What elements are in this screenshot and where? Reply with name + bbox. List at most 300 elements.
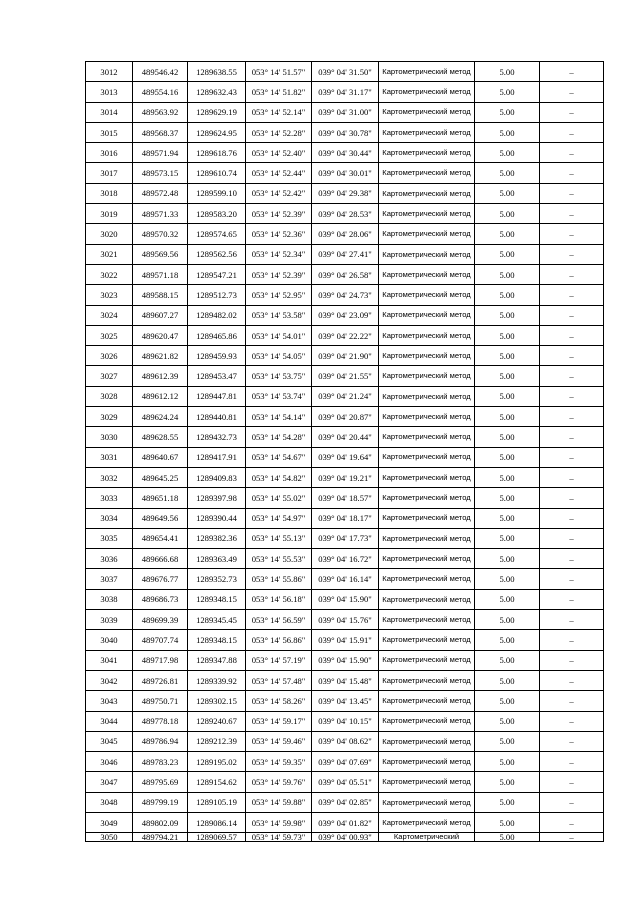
table-row xyxy=(86,488,604,508)
y-coordinate-cell: 1289599.10 xyxy=(188,183,246,203)
precision-cell: 5.00 xyxy=(475,752,540,772)
x-coordinate-cell: 489778.18 xyxy=(133,711,188,731)
y-coordinate-cell: 1289382.36 xyxy=(188,528,246,548)
x-coordinate-cell: 489624.24 xyxy=(133,407,188,427)
latitude-cell: 053° 14' 55.02" xyxy=(246,488,312,508)
precision-cell: 5.00 xyxy=(475,82,540,102)
longitude-cell: 039° 04' 15.76" xyxy=(312,610,379,630)
longitude-cell: 039° 04' 30.01" xyxy=(312,163,379,183)
point-number-cell: 3035 xyxy=(86,528,133,548)
y-coordinate-cell: 1289465.86 xyxy=(188,325,246,345)
x-coordinate-cell: 489588.15 xyxy=(133,285,188,305)
description-cell: – xyxy=(540,62,604,82)
method-cell: Картометрический метод xyxy=(379,508,475,528)
y-coordinate-cell: 1289302.15 xyxy=(188,691,246,711)
point-number-cell: 3014 xyxy=(86,102,133,122)
x-coordinate-cell: 489651.18 xyxy=(133,488,188,508)
point-number-cell: 3020 xyxy=(86,224,133,244)
x-coordinate-cell: 489612.39 xyxy=(133,366,188,386)
latitude-cell: 053° 14' 52.44" xyxy=(246,163,312,183)
latitude-cell: 053° 14' 52.95" xyxy=(246,285,312,305)
y-coordinate-cell: 1289352.73 xyxy=(188,569,246,589)
y-coordinate-cell: 1289624.95 xyxy=(188,122,246,142)
latitude-cell: 053° 14' 52.34" xyxy=(246,244,312,264)
y-coordinate-cell: 1289347.88 xyxy=(188,650,246,670)
method-cell: Картометрический метод xyxy=(379,386,475,406)
longitude-cell: 039° 04' 26.58" xyxy=(312,264,379,284)
y-coordinate-cell: 1289618.76 xyxy=(188,143,246,163)
latitude-cell: 053° 14' 54.82" xyxy=(246,467,312,487)
longitude-cell: 039° 04' 20.87" xyxy=(312,407,379,427)
point-number-cell: 3043 xyxy=(86,691,133,711)
precision-cell: 5.00 xyxy=(475,569,540,589)
table-row xyxy=(86,528,604,548)
y-coordinate-cell: 1289432.73 xyxy=(188,427,246,447)
longitude-cell: 039° 04' 23.09" xyxy=(312,305,379,325)
longitude-cell: 039° 04' 17.73" xyxy=(312,528,379,548)
point-number-cell: 3018 xyxy=(86,183,133,203)
precision-cell: 5.00 xyxy=(475,143,540,163)
precision-cell: 5.00 xyxy=(475,386,540,406)
latitude-cell: 053° 14' 54.14" xyxy=(246,407,312,427)
method-cell: Картометрический метод xyxy=(379,691,475,711)
point-number-cell: 3029 xyxy=(86,407,133,427)
point-number-cell: 3030 xyxy=(86,427,133,447)
description-cell: – xyxy=(540,224,604,244)
description-cell: – xyxy=(540,143,604,163)
point-number-cell: 3042 xyxy=(86,670,133,690)
y-coordinate-cell: 1289583.20 xyxy=(188,204,246,224)
method-cell: Картометрический метод xyxy=(379,792,475,812)
y-coordinate-cell: 1289574.65 xyxy=(188,224,246,244)
latitude-cell: 053° 14' 56.18" xyxy=(246,589,312,609)
table-row xyxy=(86,569,604,589)
method-cell: Картометрический метод xyxy=(379,285,475,305)
x-coordinate-cell: 489717.98 xyxy=(133,650,188,670)
precision-cell: 5.00 xyxy=(475,325,540,345)
table-row xyxy=(86,366,604,386)
table-row xyxy=(86,346,604,366)
method-cell: Картометрический метод xyxy=(379,488,475,508)
method-cell: Картометрический метод xyxy=(379,204,475,224)
description-cell: – xyxy=(540,325,604,345)
point-number-cell: 3044 xyxy=(86,711,133,731)
table-row xyxy=(86,122,604,142)
table-row xyxy=(86,711,604,731)
description-cell: – xyxy=(540,650,604,670)
point-number-cell: 3023 xyxy=(86,285,133,305)
table-row xyxy=(86,325,604,345)
method-cell: Картометрический метод xyxy=(379,183,475,203)
y-coordinate-cell: 1289339.92 xyxy=(188,670,246,690)
precision-cell: 5.00 xyxy=(475,122,540,142)
method-cell: Картометрический метод xyxy=(379,467,475,487)
table-row xyxy=(86,670,604,690)
description-cell: – xyxy=(540,366,604,386)
latitude-cell: 053° 14' 57.19" xyxy=(246,650,312,670)
table-row xyxy=(86,62,604,82)
precision-cell: 5.00 xyxy=(475,407,540,427)
precision-cell: 5.00 xyxy=(475,264,540,284)
table-row xyxy=(86,610,604,630)
point-number-cell: 3048 xyxy=(86,792,133,812)
coordinates-table xyxy=(85,61,604,842)
x-coordinate-cell: 489570.32 xyxy=(133,224,188,244)
point-number-cell: 3047 xyxy=(86,772,133,792)
method-cell: Картометрический метод xyxy=(379,346,475,366)
point-number-cell: 3016 xyxy=(86,143,133,163)
y-coordinate-cell: 1289397.98 xyxy=(188,488,246,508)
longitude-cell: 039° 04' 00.93" xyxy=(312,833,379,842)
longitude-cell: 039° 04' 29.38" xyxy=(312,183,379,203)
description-cell: – xyxy=(540,204,604,224)
latitude-cell: 053° 14' 59.98" xyxy=(246,812,312,832)
x-coordinate-cell: 489628.55 xyxy=(133,427,188,447)
longitude-cell: 039° 04' 07.69" xyxy=(312,752,379,772)
method-cell: Картометрический метод xyxy=(379,427,475,447)
description-cell: – xyxy=(540,447,604,467)
precision-cell: 5.00 xyxy=(475,285,540,305)
description-cell: – xyxy=(540,407,604,427)
longitude-cell: 039° 04' 22.22" xyxy=(312,325,379,345)
table-row xyxy=(86,792,604,812)
longitude-cell: 039° 04' 05.51" xyxy=(312,772,379,792)
y-coordinate-cell: 1289417.91 xyxy=(188,447,246,467)
longitude-cell: 039° 04' 24.73" xyxy=(312,285,379,305)
table-row xyxy=(86,224,604,244)
table-row xyxy=(86,731,604,751)
longitude-cell: 039° 04' 28.53" xyxy=(312,204,379,224)
point-number-cell: 3022 xyxy=(86,264,133,284)
longitude-cell: 039° 04' 15.90" xyxy=(312,589,379,609)
point-number-cell: 3037 xyxy=(86,569,133,589)
method-cell: Картометрический метод xyxy=(379,812,475,832)
longitude-cell: 039° 04' 15.90" xyxy=(312,650,379,670)
y-coordinate-cell: 1289240.67 xyxy=(188,711,246,731)
latitude-cell: 053° 14' 55.86" xyxy=(246,569,312,589)
description-cell: – xyxy=(540,528,604,548)
x-coordinate-cell: 489726.81 xyxy=(133,670,188,690)
method-cell: Картометрический метод xyxy=(379,447,475,467)
table-row xyxy=(86,691,604,711)
description-cell: – xyxy=(540,183,604,203)
point-number-cell: 3025 xyxy=(86,325,133,345)
description-cell: – xyxy=(540,731,604,751)
latitude-cell: 053° 14' 54.01" xyxy=(246,325,312,345)
precision-cell: 5.00 xyxy=(475,610,540,630)
precision-cell: 5.00 xyxy=(475,163,540,183)
latitude-cell: 053° 14' 54.97" xyxy=(246,508,312,528)
longitude-cell: 039° 04' 13.45" xyxy=(312,691,379,711)
x-coordinate-cell: 489799.19 xyxy=(133,792,188,812)
longitude-cell: 039° 04' 16.14" xyxy=(312,569,379,589)
y-coordinate-cell: 1289547.21 xyxy=(188,264,246,284)
longitude-cell: 039° 04' 31.17" xyxy=(312,82,379,102)
precision-cell: 5.00 xyxy=(475,549,540,569)
description-cell: – xyxy=(540,812,604,832)
method-cell: Картометрический метод xyxy=(379,366,475,386)
precision-cell: 5.00 xyxy=(475,447,540,467)
latitude-cell: 053° 14' 52.14" xyxy=(246,102,312,122)
x-coordinate-cell: 489649.56 xyxy=(133,508,188,528)
y-coordinate-cell: 1289562.56 xyxy=(188,244,246,264)
precision-cell: 5.00 xyxy=(475,630,540,650)
method-cell: Картометрический метод xyxy=(379,650,475,670)
point-number-cell: 3049 xyxy=(86,812,133,832)
point-number-cell: 3032 xyxy=(86,467,133,487)
description-cell: – xyxy=(540,792,604,812)
point-number-cell: 3015 xyxy=(86,122,133,142)
point-number-cell: 3036 xyxy=(86,549,133,569)
point-number-cell: 3024 xyxy=(86,305,133,325)
latitude-cell: 053° 14' 59.76" xyxy=(246,772,312,792)
y-coordinate-cell: 1289629.19 xyxy=(188,102,246,122)
x-coordinate-cell: 489571.33 xyxy=(133,204,188,224)
y-coordinate-cell: 1289348.15 xyxy=(188,630,246,650)
x-coordinate-cell: 489795.69 xyxy=(133,772,188,792)
method-cell: Картометрический метод xyxy=(379,772,475,792)
longitude-cell: 039° 04' 08.62" xyxy=(312,731,379,751)
x-coordinate-cell: 489572.48 xyxy=(133,183,188,203)
longitude-cell: 039° 04' 31.50" xyxy=(312,62,379,82)
point-number-cell: 3012 xyxy=(86,62,133,82)
description-cell: – xyxy=(540,122,604,142)
description-cell: – xyxy=(540,488,604,508)
table-row xyxy=(86,285,604,305)
table-row xyxy=(86,305,604,325)
y-coordinate-cell: 1289348.15 xyxy=(188,589,246,609)
latitude-cell: 053° 14' 53.74" xyxy=(246,386,312,406)
x-coordinate-cell: 489571.18 xyxy=(133,264,188,284)
description-cell: – xyxy=(540,752,604,772)
method-cell: Картометрический метод xyxy=(379,711,475,731)
table-row xyxy=(86,163,604,183)
method-cell: Картометрический метод xyxy=(379,264,475,284)
x-coordinate-cell: 489645.25 xyxy=(133,467,188,487)
y-coordinate-cell: 1289610.74 xyxy=(188,163,246,183)
table-row xyxy=(86,467,604,487)
longitude-cell: 039° 04' 31.00" xyxy=(312,102,379,122)
y-coordinate-cell: 1289212.39 xyxy=(188,731,246,751)
y-coordinate-cell: 1289409.83 xyxy=(188,467,246,487)
x-coordinate-cell: 489654.41 xyxy=(133,528,188,548)
description-cell: – xyxy=(540,589,604,609)
description-cell: – xyxy=(540,386,604,406)
precision-cell: 5.00 xyxy=(475,346,540,366)
latitude-cell: 053° 14' 53.75" xyxy=(246,366,312,386)
point-number-cell: 3027 xyxy=(86,366,133,386)
table-row xyxy=(86,204,604,224)
precision-cell: 5.00 xyxy=(475,508,540,528)
x-coordinate-cell: 489802.09 xyxy=(133,812,188,832)
description-cell: – xyxy=(540,549,604,569)
longitude-cell: 039° 04' 28.06" xyxy=(312,224,379,244)
x-coordinate-cell: 489666.68 xyxy=(133,549,188,569)
table-row xyxy=(86,833,604,842)
point-number-cell: 3034 xyxy=(86,508,133,528)
description-cell: – xyxy=(540,163,604,183)
x-coordinate-cell: 489640.67 xyxy=(133,447,188,467)
x-coordinate-cell: 489554.16 xyxy=(133,82,188,102)
description-cell: – xyxy=(540,630,604,650)
x-coordinate-cell: 489546.42 xyxy=(133,62,188,82)
latitude-cell: 053° 14' 55.53" xyxy=(246,549,312,569)
table-row xyxy=(86,427,604,447)
latitude-cell: 053° 14' 52.28" xyxy=(246,122,312,142)
latitude-cell: 053° 14' 54.67" xyxy=(246,447,312,467)
point-number-cell: 3039 xyxy=(86,610,133,630)
method-cell: Картометрический метод xyxy=(379,610,475,630)
point-number-cell: 3028 xyxy=(86,386,133,406)
precision-cell: 5.00 xyxy=(475,427,540,447)
longitude-cell: 039° 04' 30.44" xyxy=(312,143,379,163)
precision-cell: 5.00 xyxy=(475,488,540,508)
method-cell: Картометрический метод xyxy=(379,143,475,163)
table-row xyxy=(86,812,604,832)
y-coordinate-cell: 1289632.43 xyxy=(188,82,246,102)
description-cell: – xyxy=(540,264,604,284)
x-coordinate-cell: 489794.21 xyxy=(133,833,188,842)
method-cell: Картометрический метод xyxy=(379,670,475,690)
x-coordinate-cell: 489707.74 xyxy=(133,630,188,650)
method-cell: Картометрический метод xyxy=(379,528,475,548)
point-number-cell: 3021 xyxy=(86,244,133,264)
precision-cell: 5.00 xyxy=(475,670,540,690)
y-coordinate-cell: 1289345.45 xyxy=(188,610,246,630)
y-coordinate-cell: 1289195.02 xyxy=(188,752,246,772)
point-number-cell: 3019 xyxy=(86,204,133,224)
latitude-cell: 053° 14' 59.17" xyxy=(246,711,312,731)
longitude-cell: 039° 04' 18.57" xyxy=(312,488,379,508)
method-cell: Картометрический метод xyxy=(379,325,475,345)
table-row xyxy=(86,549,604,569)
latitude-cell: 053° 14' 56.86" xyxy=(246,630,312,650)
method-cell: Картометрический метод xyxy=(379,630,475,650)
description-cell: – xyxy=(540,610,604,630)
latitude-cell: 053° 14' 57.48" xyxy=(246,670,312,690)
longitude-cell: 039° 04' 21.24" xyxy=(312,386,379,406)
description-cell: – xyxy=(540,305,604,325)
precision-cell: 5.00 xyxy=(475,467,540,487)
y-coordinate-cell: 1289440.81 xyxy=(188,407,246,427)
description-cell: – xyxy=(540,772,604,792)
x-coordinate-cell: 489621.82 xyxy=(133,346,188,366)
longitude-cell: 039° 04' 02.85" xyxy=(312,792,379,812)
method-cell: Картометрический метод xyxy=(379,163,475,183)
method-cell: Картометрический метод xyxy=(379,549,475,569)
precision-cell: 5.00 xyxy=(475,224,540,244)
description-cell: – xyxy=(540,467,604,487)
x-coordinate-cell: 489612.12 xyxy=(133,386,188,406)
method-cell: Картометрический метод xyxy=(379,82,475,102)
longitude-cell: 039° 04' 27.41" xyxy=(312,244,379,264)
method-cell: Картометрический метод xyxy=(379,589,475,609)
x-coordinate-cell: 489573.15 xyxy=(133,163,188,183)
point-number-cell: 3017 xyxy=(86,163,133,183)
longitude-cell: 039° 04' 21.55" xyxy=(312,366,379,386)
table-row xyxy=(86,752,604,772)
description-cell: – xyxy=(540,670,604,690)
method-cell: Картометрический xyxy=(379,833,475,842)
latitude-cell: 053° 14' 53.58" xyxy=(246,305,312,325)
precision-cell: 5.00 xyxy=(475,772,540,792)
point-number-cell: 3050 xyxy=(86,833,133,842)
method-cell: Картометрический метод xyxy=(379,305,475,325)
precision-cell: 5.00 xyxy=(475,812,540,832)
y-coordinate-cell: 1289390.44 xyxy=(188,508,246,528)
point-number-cell: 3040 xyxy=(86,630,133,650)
table-row xyxy=(86,508,604,528)
method-cell: Картометрический метод xyxy=(379,407,475,427)
latitude-cell: 053° 14' 52.40" xyxy=(246,143,312,163)
x-coordinate-cell: 489571.94 xyxy=(133,143,188,163)
latitude-cell: 053° 14' 51.57" xyxy=(246,62,312,82)
point-number-cell: 3045 xyxy=(86,731,133,751)
y-coordinate-cell: 1289447.81 xyxy=(188,386,246,406)
precision-cell: 5.00 xyxy=(475,366,540,386)
longitude-cell: 039° 04' 19.64" xyxy=(312,447,379,467)
description-cell: – xyxy=(540,82,604,102)
precision-cell: 5.00 xyxy=(475,792,540,812)
x-coordinate-cell: 489786.94 xyxy=(133,731,188,751)
y-coordinate-cell: 1289154.62 xyxy=(188,772,246,792)
latitude-cell: 053° 14' 52.39" xyxy=(246,204,312,224)
latitude-cell: 053° 14' 52.36" xyxy=(246,224,312,244)
precision-cell: 5.00 xyxy=(475,183,540,203)
precision-cell: 5.00 xyxy=(475,305,540,325)
method-cell: Картометрический метод xyxy=(379,224,475,244)
precision-cell: 5.00 xyxy=(475,62,540,82)
x-coordinate-cell: 489607.27 xyxy=(133,305,188,325)
latitude-cell: 053° 14' 59.35" xyxy=(246,752,312,772)
table-row xyxy=(86,589,604,609)
point-number-cell: 3046 xyxy=(86,752,133,772)
y-coordinate-cell: 1289453.47 xyxy=(188,366,246,386)
description-cell: – xyxy=(540,244,604,264)
longitude-cell: 039° 04' 15.48" xyxy=(312,670,379,690)
description-cell: – xyxy=(540,102,604,122)
y-coordinate-cell: 1289069.57 xyxy=(188,833,246,842)
x-coordinate-cell: 489750.71 xyxy=(133,691,188,711)
x-coordinate-cell: 489676.77 xyxy=(133,569,188,589)
method-cell: Картометрический метод xyxy=(379,569,475,589)
precision-cell: 5.00 xyxy=(475,691,540,711)
description-cell: – xyxy=(540,427,604,447)
longitude-cell: 039° 04' 15.91" xyxy=(312,630,379,650)
table-row xyxy=(86,82,604,102)
description-cell: – xyxy=(540,569,604,589)
description-cell: – xyxy=(540,833,604,842)
table-row xyxy=(86,102,604,122)
y-coordinate-cell: 1289638.55 xyxy=(188,62,246,82)
method-cell: Картометрический метод xyxy=(379,122,475,142)
latitude-cell: 053° 14' 59.88" xyxy=(246,792,312,812)
precision-cell: 5.00 xyxy=(475,244,540,264)
latitude-cell: 053° 14' 51.82" xyxy=(246,82,312,102)
point-number-cell: 3038 xyxy=(86,589,133,609)
table-row xyxy=(86,183,604,203)
precision-cell: 5.00 xyxy=(475,204,540,224)
latitude-cell: 053° 14' 56.59" xyxy=(246,610,312,630)
precision-cell: 5.00 xyxy=(475,833,540,842)
y-coordinate-cell: 1289482.02 xyxy=(188,305,246,325)
precision-cell: 5.00 xyxy=(475,711,540,731)
point-number-cell: 3033 xyxy=(86,488,133,508)
method-cell: Картометрический метод xyxy=(379,62,475,82)
longitude-cell: 039° 04' 21.90" xyxy=(312,346,379,366)
latitude-cell: 053° 14' 52.39" xyxy=(246,264,312,284)
x-coordinate-cell: 489686.73 xyxy=(133,589,188,609)
